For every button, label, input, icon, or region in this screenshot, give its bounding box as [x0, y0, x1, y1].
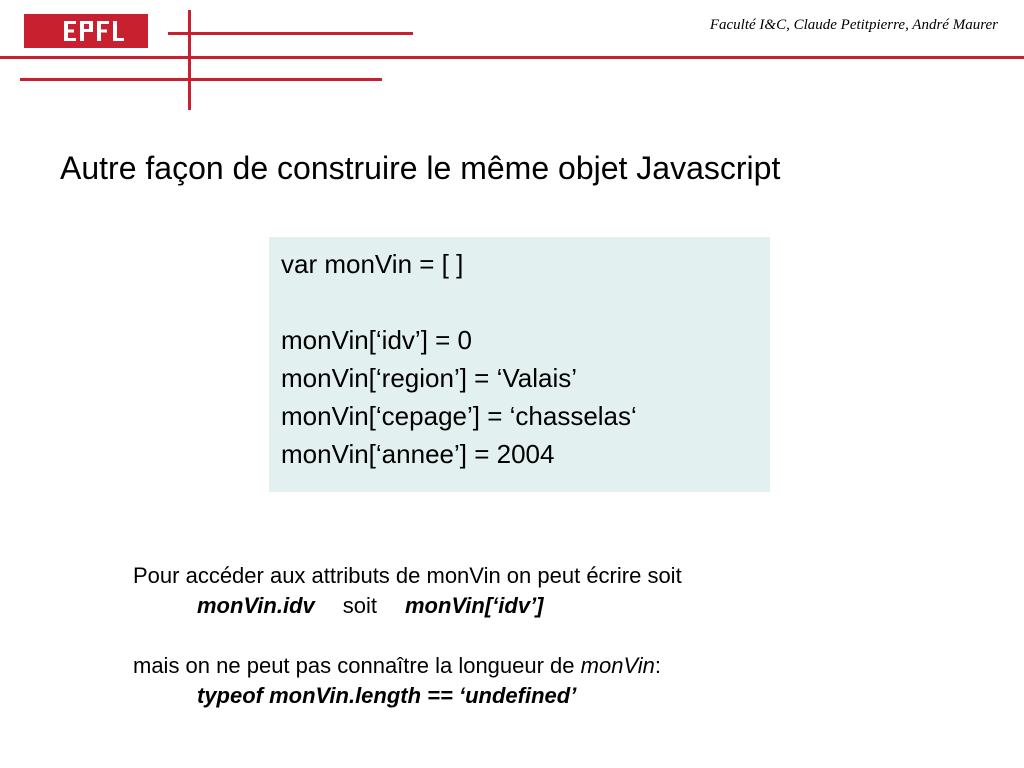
access-option-bracket-notation: monVin[‘idv’]	[405, 593, 544, 618]
code-box	[269, 237, 770, 492]
length-colon: :	[654, 653, 661, 678]
code-line: monVin[‘cepage’] = ‘chasselas‘	[281, 401, 637, 431]
code-line: monVin[‘annee’] = 2004	[281, 439, 555, 469]
code-line: monVin[‘region’] = ‘Valais’	[281, 363, 578, 393]
length-expression: typeof monVin.length == ‘undefined’	[197, 683, 577, 708]
header-rule-full	[0, 56, 1024, 59]
header-rule-bottom	[20, 78, 382, 81]
code-line: monVin[‘idv’] = 0	[281, 325, 473, 355]
epfl-logo-graphic	[24, 14, 148, 48]
explanation-block	[133, 561, 682, 711]
access-option-dot-notation: monVin.idv	[197, 593, 315, 618]
length-intro: mais on ne peut pas connaître la longueur de	[133, 653, 581, 678]
header-rule-top	[168, 32, 413, 35]
paragraph-gap	[133, 621, 682, 651]
length-subject: monVin	[580, 653, 655, 678]
epfl-logo	[24, 14, 148, 48]
access-or-word: soit	[342, 593, 377, 618]
length-intro-line	[133, 651, 682, 681]
slide-title: Autre façon de construire le même objet Javascript	[60, 150, 781, 186]
author-credit: Faculté I&C, Claude Petitpierre, André Maurer	[709, 17, 998, 33]
access-options	[133, 591, 682, 621]
code-line: var monVin = [ ]	[281, 249, 464, 279]
header-rule-vertical	[188, 10, 191, 110]
access-intro: Pour accéder aux attributs de monVin on peut écrire soit	[133, 563, 682, 588]
code-line-blank	[281, 283, 770, 321]
